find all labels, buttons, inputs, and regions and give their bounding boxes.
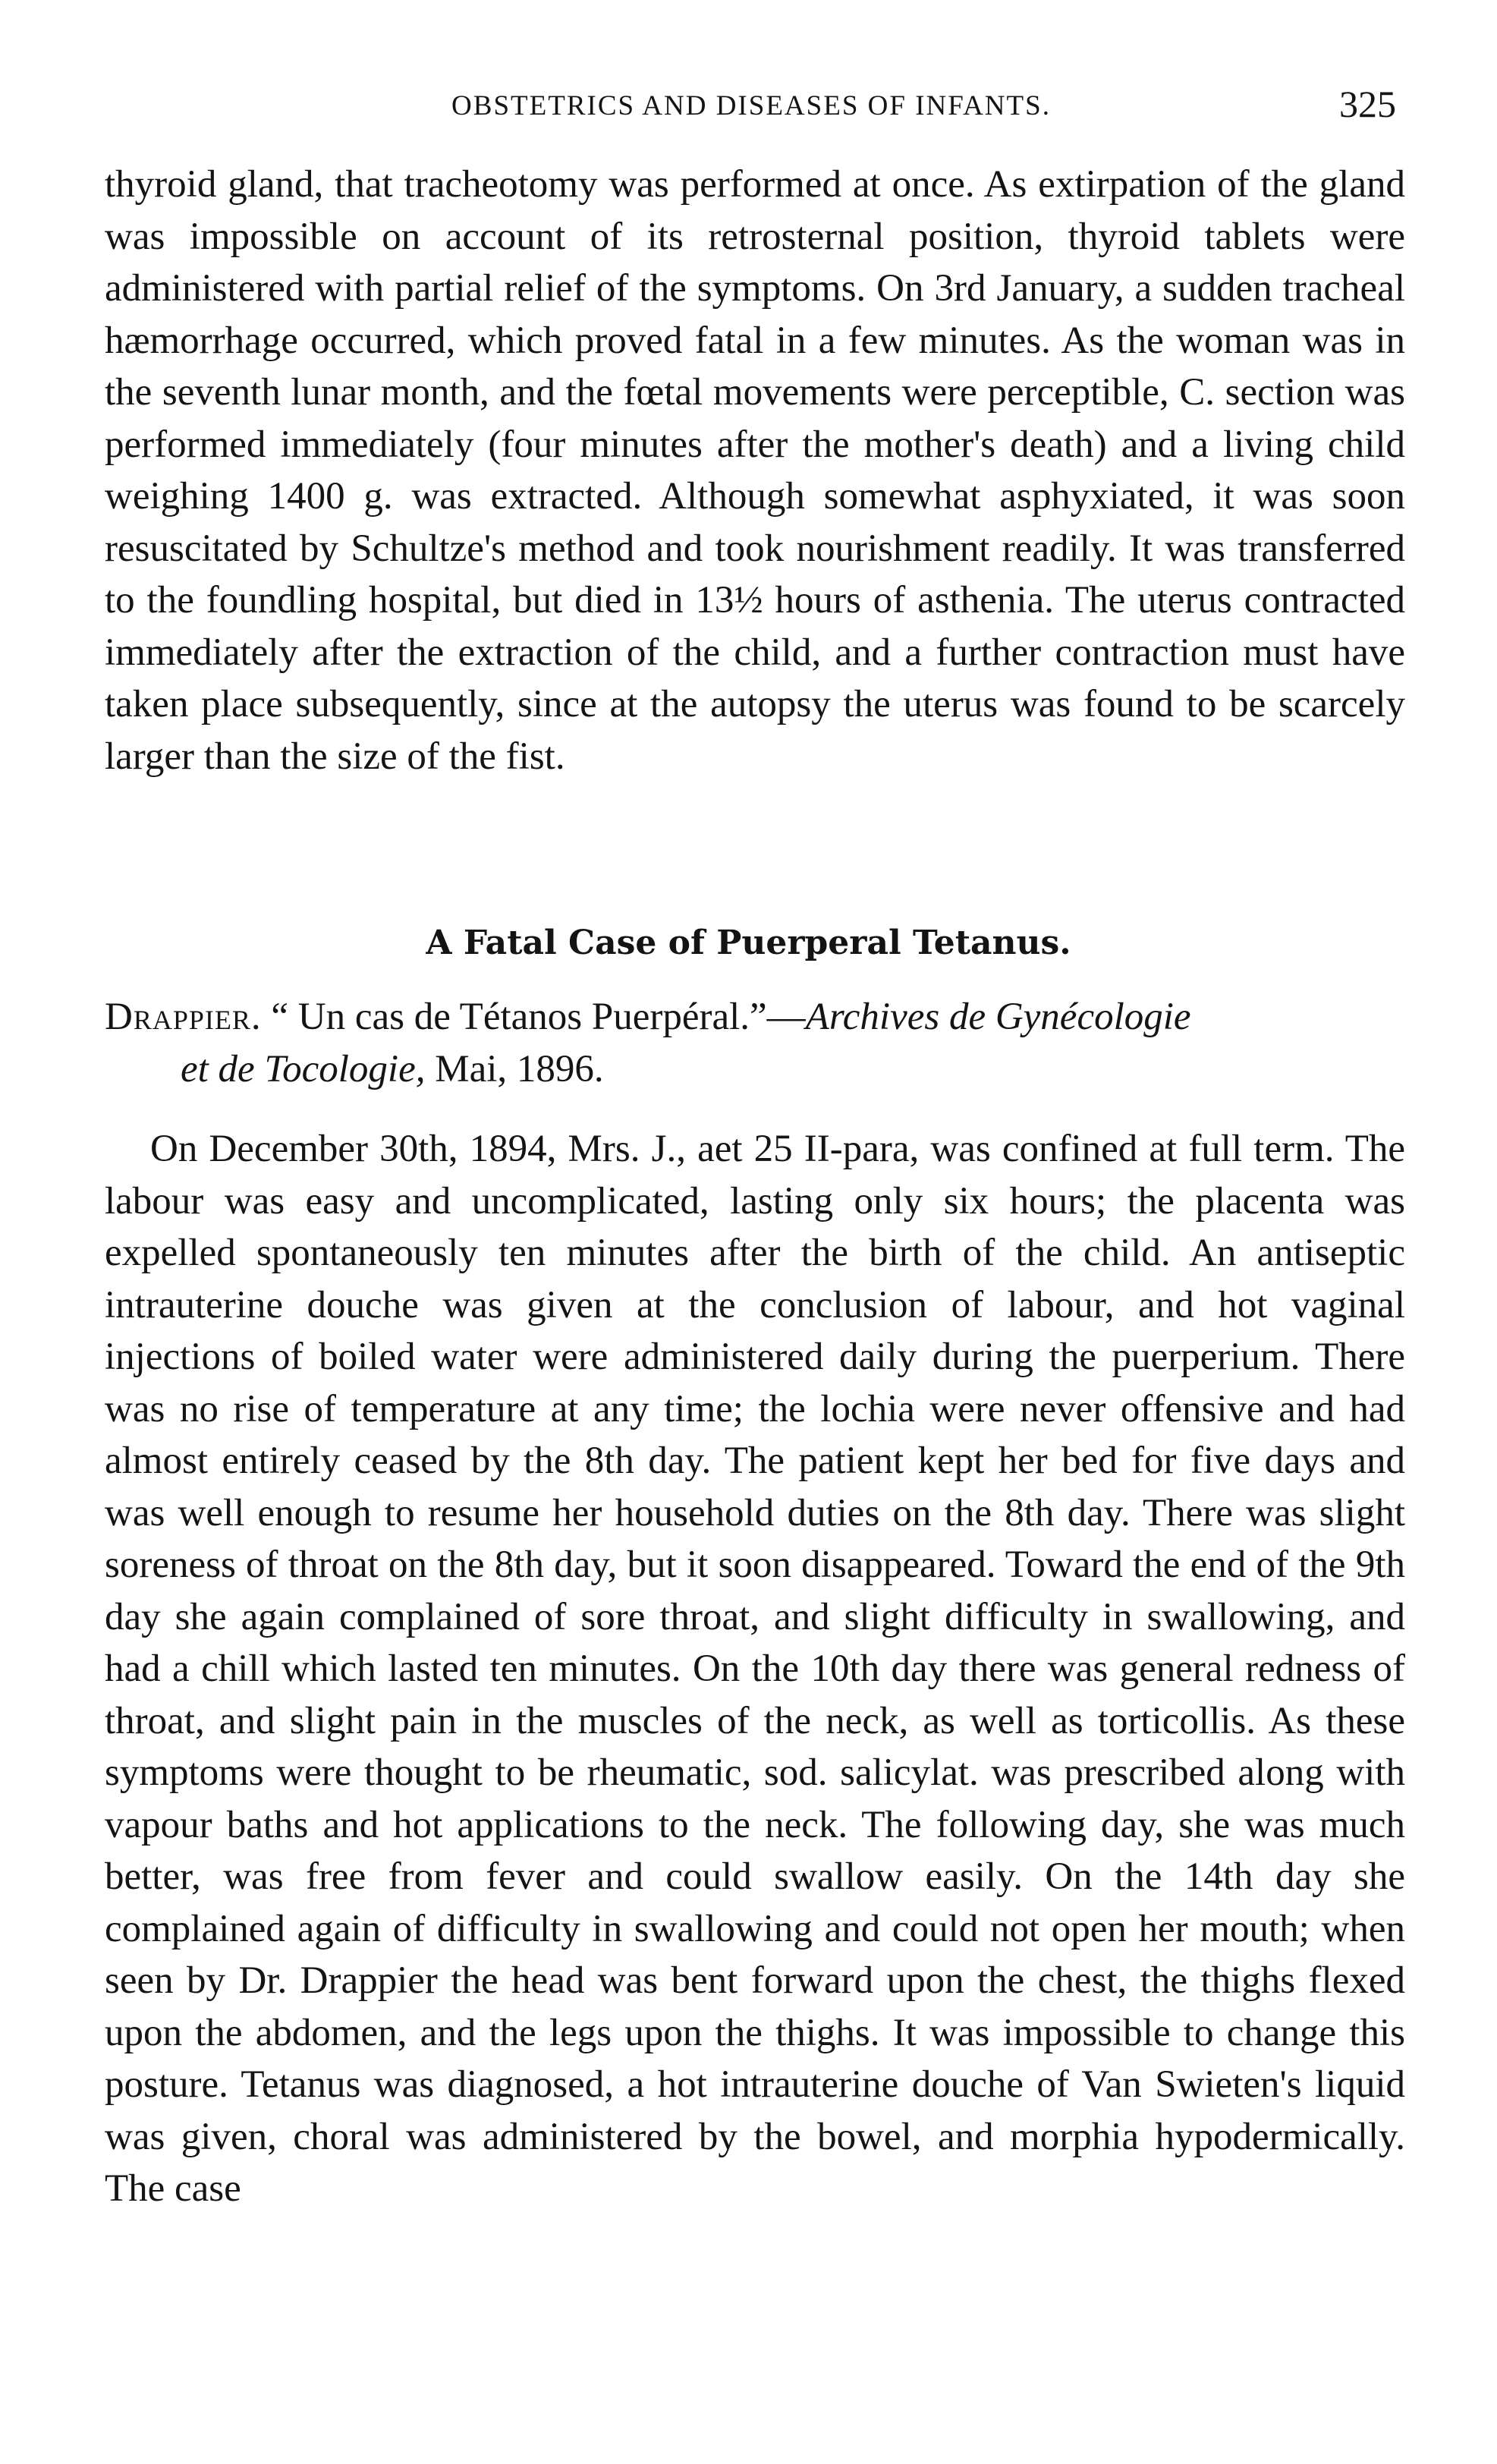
paragraph-continued: thyroid gland, that tracheotomy was performed at once. As extirpation of the gland was impossible on account of its retrosternal position, thyroid tablets were administered with partial relief of the symptoms. On 3rd January, a sudden tracheal hæmorrhage occurred, which proved fatal in a few minutes. As the woman was in the seventh lunar month, and the fœtal movements were perceptible, C. section was performed immediately (four minutes after the mother's death) and a living child weighing 1400 g. was extracted. Although somewhat asphyxiated, it was soon resuscitated by Schultze's method and took nourishment readily. It was transferred to the foundling hospital, but died in 13½ hours of asthenia. The uterus contracted immediately after the extraction of the child, and a further contraction must have taken place subsequently, since at the autopsy the uterus was found to be scarcely larger than the size of the fist. xyxy=(105,163,1405,778)
reference-date: Mai, 1896. xyxy=(425,1047,604,1090)
case-paragraph xyxy=(105,1123,1405,2215)
reference-author: Drappier. xyxy=(105,996,262,1038)
reference-title: “ Un cas de Tétanos Puerpéral.”— xyxy=(271,996,806,1038)
reference-journal-line1: Archives de Gynécologie xyxy=(805,996,1191,1038)
reference-citation xyxy=(105,991,1405,1095)
reference-line2 xyxy=(105,1043,1405,1096)
case-paragraph-text: On December 30th, 1894, Mrs. J., aet 25 II-para, was confined at full term. The labour was easy and uncomplicated, lasting only six hours; the placenta was expelled spontaneously ten minutes after the birth of the child. An antiseptic intrauterine douche was given at the conclusion of labour, and hot vaginal injections of boiled water were administered daily during the puerperium. There was no rise of temperature at any time; the lochia were never offensive and had almost entirely ceased by the 8th day. The patient kept her bed for five days and was well enough to resume her household duties on the 8th day. There was slight soreness of throat on the 8th day, but it soon disappeared. Toward the end of the 9th day she again complained of sore throat, and slight difficulty in swallowing, and had a chill which lasted ten minutes. On the 10th day there was general redness of throat, and slight pain in the muscles of the neck, as well as torticollis. As these symptoms were thought to be rheumatic, sod. salicylat. was prescribed along with vapour baths and hot applications to the neck. The following day, she was much better, was free from fever and could swallow easily. On the 14th day she complained again of difficulty in swallowing and could not open her mouth; when seen by Dr. Drappier the head was bent forward upon the chest, the thighs flexed upon the abdomen, and the legs upon the thighs. It was impossible to change this posture. Tetanus was diagnosed, a hot intrauterine douche of Van Swieten's liquid was given, choral was administered by the bowel, and morphia hypodermically. The case xyxy=(105,1128,1405,2210)
page-number: 325 xyxy=(1339,83,1396,125)
reference-journal-line2: et de Tocologie, xyxy=(181,1047,426,1090)
running-title: OBSTETRICS AND DISEASES OF INFANTS. xyxy=(451,90,1051,121)
page-header xyxy=(106,83,1396,135)
section-title: A Fatal Case of Puerperal Tetanus. xyxy=(426,924,1071,962)
